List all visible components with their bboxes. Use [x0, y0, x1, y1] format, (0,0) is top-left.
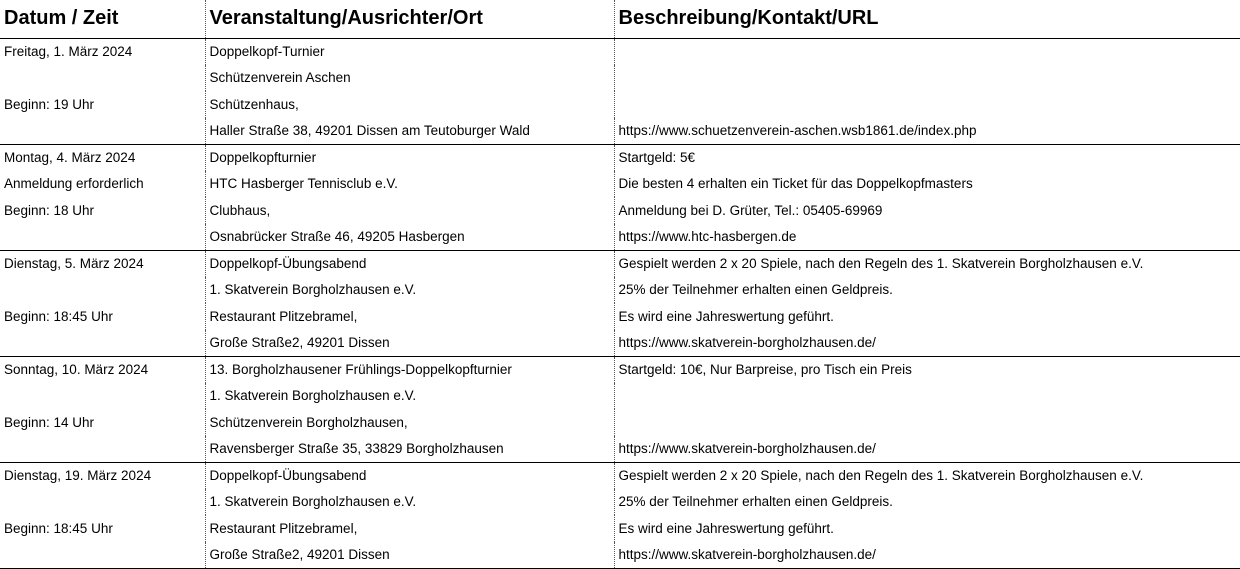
event-cell: Osnabrücker Straße 46, 49205 Hasbergen: [205, 224, 614, 251]
description-cell: https://www.htc-hasbergen.de: [614, 224, 1240, 251]
date-cell: [0, 277, 205, 304]
description-cell: 25% der Teilnehmer erhalten einen Geldpreis.: [618, 494, 893, 510]
header-beschreibung: Beschreibung/Kontakt/URL: [614, 0, 1240, 38]
table-row: [0, 38, 1240, 65]
table-row: [0, 65, 1240, 92]
table-row: [0, 330, 1240, 357]
event-cell: 13. Borgholzhausener Frühlings-Doppelkopfturnier: [205, 356, 614, 383]
event-cell: Schützenverein Borgholzhausen,: [205, 409, 614, 436]
table-row: [0, 277, 1240, 304]
date-cell: Beginn: 18:45 Uhr: [0, 515, 205, 542]
description-cell: [614, 383, 1240, 410]
table-row: [0, 144, 1240, 171]
description-cell: Es wird eine Jahreswertung geführt.: [618, 520, 834, 536]
table-row: [0, 171, 1240, 198]
description-cell: Die besten 4 erhalten ein Ticket für das Doppelkopfmasters: [618, 176, 973, 192]
table-row: [0, 224, 1240, 251]
description-cell: Anmeldung bei D. Grüter, Tel.: 05405-69969: [618, 202, 883, 218]
event-cell: 1. Skatverein Borgholzhausen e.V.: [205, 489, 614, 516]
date-cell: Beginn: 18 Uhr: [0, 197, 205, 224]
event-cell: Ravensberger Straße 35, 33829 Borgholzhausen: [205, 436, 614, 463]
description-cell: 25% der Teilnehmer erhalten einen Geldpreis.: [618, 282, 893, 298]
date-cell: [0, 330, 205, 357]
table-row: [0, 462, 1240, 489]
description-cell: https://www.skatverein-borgholzhausen.de/: [614, 330, 1240, 357]
date-cell: [0, 224, 205, 251]
event-cell: Große Straße2, 49201 Dissen: [205, 542, 614, 569]
date-cell: [0, 542, 205, 569]
date-cell: Beginn: 14 Uhr: [0, 409, 205, 436]
table-row: [0, 197, 1240, 224]
date-cell: [0, 65, 205, 92]
table-row: [0, 409, 1240, 436]
table-row: [0, 91, 1240, 118]
description-cell: [614, 65, 1240, 92]
event-cell: 1. Skatverein Borgholzhausen e.V.: [205, 277, 614, 304]
event-cell: Doppelkopf-Übungsabend: [205, 250, 614, 277]
description-cell: [614, 91, 1240, 118]
table-row: [0, 489, 1240, 516]
event-cell: Schützenverein Aschen: [205, 65, 614, 92]
event-cell: Doppelkopfturnier: [205, 144, 614, 171]
description-cell: https://www.schuetzenverein-aschen.wsb1861.de/index.php: [614, 118, 1240, 145]
table-row: [0, 383, 1240, 410]
date-cell: Beginn: 19 Uhr: [0, 91, 205, 118]
event-cell: 1. Skatverein Borgholzhausen e.V.: [205, 383, 614, 410]
date-cell: [0, 383, 205, 410]
table-row: [0, 542, 1240, 569]
description-cell: Gespielt werden 2 x 20 Spiele, nach den Regeln des 1. Skatverein Borgholzhausen e.V.: [618, 256, 1144, 271]
date-cell: [0, 118, 205, 145]
event-cell: Restaurant Plitzebramel,: [205, 303, 614, 330]
date-cell: Anmeldung erforderlich: [0, 171, 205, 198]
description-cell: Es wird eine Jahreswertung geführt.: [618, 308, 834, 324]
date-cell: Freitag, 1. März 2024: [0, 38, 205, 65]
table-row: [0, 515, 1240, 542]
event-cell: Doppelkopf-Übungsabend: [205, 462, 614, 489]
event-cell: Clubhaus,: [205, 197, 614, 224]
description-cell: [614, 38, 1240, 65]
date-cell: [0, 489, 205, 516]
event-cell: Haller Straße 38, 49201 Dissen am Teutoburger Wald: [205, 118, 614, 145]
event-cell: Restaurant Plitzebramel,: [205, 515, 614, 542]
date-cell: Dienstag, 5. März 2024: [0, 250, 205, 277]
date-cell: Dienstag, 19. März 2024: [0, 462, 205, 489]
description-cell: https://www.skatverein-borgholzhausen.de/: [614, 542, 1240, 569]
event-cell: Schützenhaus,: [205, 91, 614, 118]
date-cell: [0, 436, 205, 463]
event-cell: HTC Hasberger Tennisclub e.V.: [205, 171, 614, 198]
event-cell: Große Straße2, 49201 Dissen: [205, 330, 614, 357]
event-table-body: [0, 38, 1240, 568]
table-row: [0, 250, 1240, 277]
description-cell: [614, 409, 1240, 436]
table-row: [0, 303, 1240, 330]
header-veranstaltung: Veranstaltung/Ausrichter/Ort: [205, 0, 614, 38]
date-cell: Beginn: 18:45 Uhr: [0, 303, 205, 330]
table-row: [0, 436, 1240, 463]
date-cell: Montag, 4. März 2024: [0, 144, 205, 171]
description-cell: https://www.skatverein-borgholzhausen.de/: [614, 436, 1240, 463]
description-cell: Startgeld: 5€: [618, 150, 696, 165]
table-row: [0, 118, 1240, 145]
header-datum-zeit: Datum / Zeit: [0, 0, 205, 38]
description-cell: Startgeld: 10€, Nur Barpreise, pro Tisch ein Preis: [618, 362, 912, 377]
date-cell: Sonntag, 10. März 2024: [0, 356, 205, 383]
event-cell: Doppelkopf-Turnier: [205, 38, 614, 65]
header-row: [0, 0, 1240, 38]
table-row: [0, 356, 1240, 383]
description-cell: Gespielt werden 2 x 20 Spiele, nach den Regeln des 1. Skatverein Borgholzhausen e.V.: [618, 468, 1144, 483]
